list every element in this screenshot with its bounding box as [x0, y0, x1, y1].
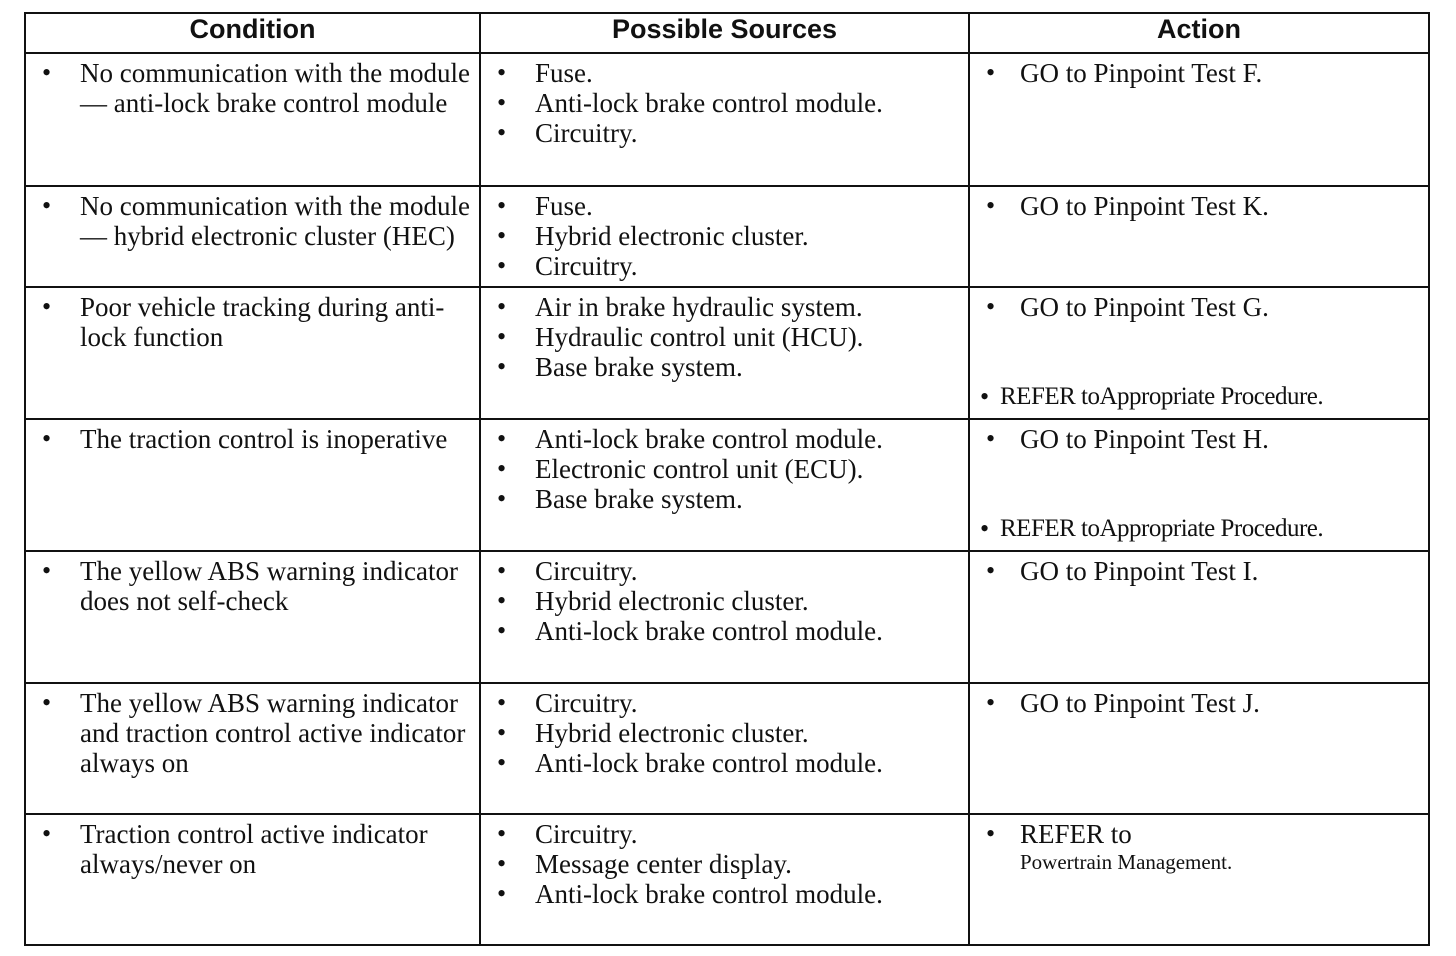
source-item: • Anti-lock brake control module.	[489, 616, 962, 646]
sources-cell	[480, 419, 969, 551]
condition-cell	[25, 287, 480, 419]
source-item: • Anti-lock brake control module.	[489, 88, 962, 118]
action-item	[978, 819, 1422, 875]
source-item: • Anti-lock brake control module.	[489, 424, 962, 454]
sources-cell	[480, 814, 969, 945]
action-item: • GO to Pinpoint Test J.	[978, 688, 1422, 718]
condition-text: • No communication with the module — anti-lock brake control module	[34, 58, 473, 118]
table-row	[25, 287, 1429, 419]
sources-cell	[480, 53, 969, 186]
source-item: • Circuitry.	[489, 556, 962, 586]
source-item: • Hybrid electronic cluster.	[489, 718, 962, 748]
condition-cell	[25, 551, 480, 683]
condition-text: • Poor vehicle tracking during anti-lock function	[34, 292, 473, 352]
action-item: • GO to Pinpoint Test F.	[978, 58, 1422, 88]
action-item: • GO to Pinpoint Test I.	[978, 556, 1422, 586]
condition-text: • The traction control is inoperative	[34, 424, 473, 454]
condition-text: • Traction control active indicator always/never on	[34, 819, 473, 879]
condition-text: • The yellow ABS warning indicator does not self-check	[34, 556, 473, 616]
action-item: • GO to Pinpoint Test H.	[978, 424, 1422, 454]
source-item: • Circuitry.	[489, 688, 962, 718]
action-cell	[969, 419, 1429, 551]
sources-cell	[480, 683, 969, 814]
action-item: • REFER toAppropriate Procedure.	[978, 382, 1422, 412]
source-item: • Fuse.	[489, 58, 962, 88]
condition-cell	[25, 53, 480, 186]
action-cell	[969, 186, 1429, 287]
diagnosis-table	[24, 12, 1430, 946]
source-item: • Electronic control unit (ECU).	[489, 454, 962, 484]
action-note: Powertrain Management.	[1020, 850, 1233, 874]
source-item: • Fuse.	[489, 191, 962, 221]
table-row	[25, 683, 1429, 814]
action-item: • GO to Pinpoint Test G.	[978, 292, 1422, 322]
table-row	[25, 53, 1429, 186]
sources-cell	[480, 287, 969, 419]
table-row	[25, 551, 1429, 683]
condition-cell	[25, 186, 480, 287]
source-item: • Base brake system.	[489, 352, 962, 382]
condition-text: • No communication with the module — hybrid electronic cluster (HEC)	[34, 191, 473, 251]
header-action: Action	[969, 13, 1429, 53]
header-row	[25, 13, 1429, 53]
sources-cell	[480, 551, 969, 683]
diagnosis-table-container	[24, 12, 1428, 946]
condition-cell	[25, 683, 480, 814]
action-text: REFER to	[1020, 819, 1132, 849]
source-item: • Hydraulic control unit (HCU).	[489, 322, 962, 352]
action-cell	[969, 287, 1429, 419]
table-row	[25, 419, 1429, 551]
action-item: • GO to Pinpoint Test K.	[978, 191, 1422, 221]
source-item: • Hybrid electronic cluster.	[489, 221, 962, 251]
sources-cell	[480, 186, 969, 287]
condition-text: • The yellow ABS warning indicator and traction control active indicator always on	[34, 688, 473, 778]
header-possible-sources: Possible Sources	[480, 13, 969, 53]
condition-cell	[25, 814, 480, 945]
table-row	[25, 814, 1429, 945]
table-row	[25, 186, 1429, 287]
source-item: • Circuitry.	[489, 251, 962, 281]
source-item: • Circuitry.	[489, 819, 962, 849]
source-item: • Air in brake hydraulic system.	[489, 292, 962, 322]
condition-cell	[25, 419, 480, 551]
source-item: • Anti-lock brake control module.	[489, 748, 962, 778]
source-item: • Hybrid electronic cluster.	[489, 586, 962, 616]
action-cell	[969, 683, 1429, 814]
source-item: • Anti-lock brake control module.	[489, 879, 962, 909]
action-cell	[969, 814, 1429, 945]
source-item: • Circuitry.	[489, 118, 962, 148]
source-item: • Message center display.	[489, 849, 962, 879]
action-cell	[969, 53, 1429, 186]
source-item: • Base brake system.	[489, 484, 962, 514]
action-cell	[969, 551, 1429, 683]
header-condition: Condition	[25, 13, 480, 53]
action-item: • REFER toAppropriate Procedure.	[978, 514, 1422, 544]
